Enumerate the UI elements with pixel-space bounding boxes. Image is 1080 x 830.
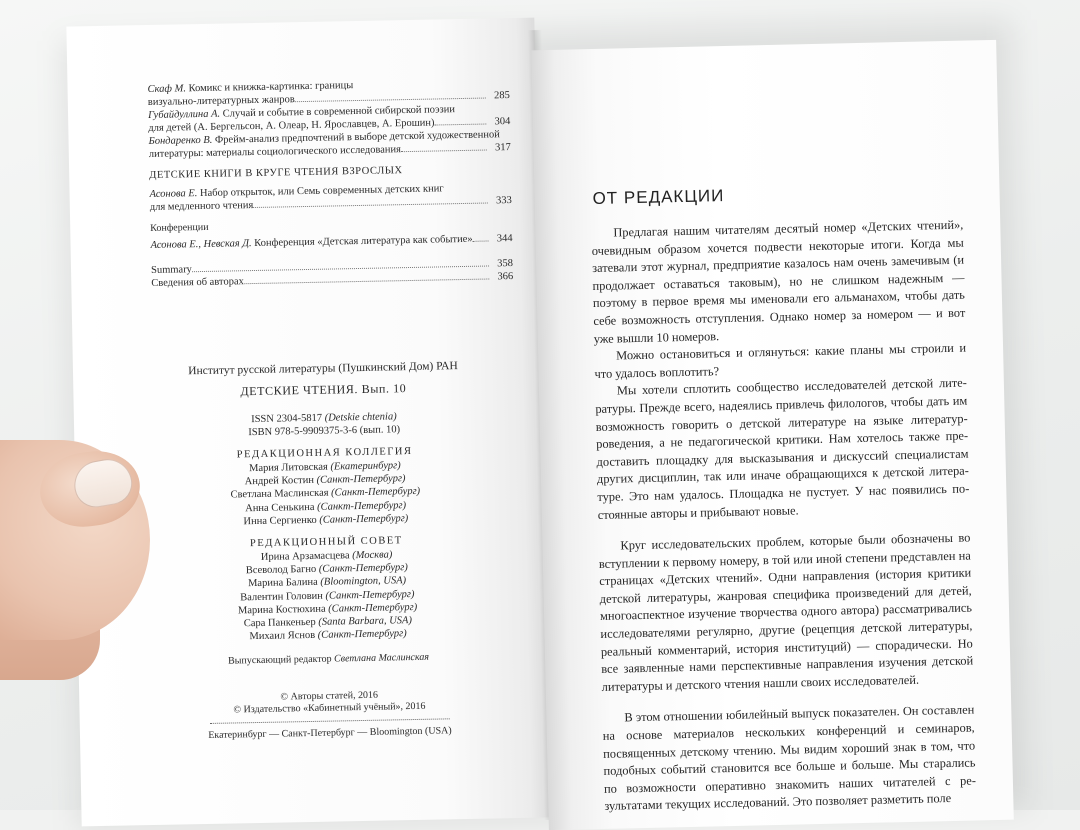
toc-entry xyxy=(148,128,511,161)
isbn: ISBN 978-5-9909375-3-6 (вып. 10) xyxy=(248,424,401,439)
member-name: Марина Костюхина xyxy=(237,603,326,617)
editorial-body xyxy=(591,217,976,816)
toc-leader-dots xyxy=(401,142,487,153)
toc-page-number: 317 xyxy=(494,142,511,154)
member-city: (Santa Barbara, USA) xyxy=(315,615,412,628)
table-of-contents xyxy=(147,76,514,290)
toc-page-number: 285 xyxy=(493,90,510,102)
toc-title: для детей (А. Бергельсон, А. Олеар, Н. Ярославцев, А. Ерошин) xyxy=(148,117,435,135)
toc-title: Комикс и книжка-картинка: границы xyxy=(185,80,354,95)
toc-subsection-heading: Конференции xyxy=(150,221,209,234)
toc-leader-dots xyxy=(473,232,489,241)
paragraph: Мы хотели сплотить сообщество исследователей детской литературы. Прежде всего, надеялись привлечь филологов, чтобы дать им возможность говорить о детской литературе на языке литературроведения, а не педагогической критики. Нам хотелось также предоставить площадку для высказывания и дискуссий специалистам других дисциплин, так или иначе обращающихся к детской литературе. Это нам удалось. Площадка не пустует. У нас появились постоянные авторы и прибывают новые. xyxy=(595,375,970,522)
toc-author: Скаф М. xyxy=(147,83,187,96)
toc-title: Конференция «Детская литература как событие» xyxy=(251,233,473,250)
toc-author: Асонова Е., Невская Д. xyxy=(150,238,252,251)
editor-name: Светлана Маслинская xyxy=(333,652,430,665)
paragraph: Можно остановиться и оглянуться: какие планы мы строили и что удалось воплотить? xyxy=(594,340,967,381)
toc-title: Набор открыток, или Семь современных детских книг xyxy=(197,183,444,200)
toc-title: Сведения об авторах xyxy=(151,276,244,289)
issn-note: (Detskie chtenia) xyxy=(324,411,397,424)
editorial-council-list xyxy=(116,546,538,646)
paragraph: В этом отношении юбилейный выпуск показателен. Он составлен на основе материалов нескольких конференций и семинаров, посвященных детскому чтению. Мы видим хороший знак в том, что подобных событий становится все больше и больше. Мы старались по возможности оперативно знакомить наших читателей с результатами текущих исследований. Это позволяет разметить поле xyxy=(602,702,977,814)
member-name: Сара Панкеньер xyxy=(243,616,316,630)
member-name: Мария Литовская xyxy=(248,461,328,475)
member-name: Всеволод Багно xyxy=(245,564,317,577)
toc-page-number: 333 xyxy=(495,195,512,207)
toc-author: Бондаренко В. xyxy=(148,134,213,148)
toc-page-number: 304 xyxy=(494,116,511,128)
toc-title: визуально-литературных жанров xyxy=(147,94,295,109)
toc-page-number: 358 xyxy=(497,258,514,270)
right-page xyxy=(531,40,1014,830)
member-city: (Санкт-Петербург) xyxy=(314,499,407,513)
copyright-authors: © Авторы статей, 2016 xyxy=(280,690,379,704)
member-name: Анна Сенькина xyxy=(245,501,315,514)
member-city: (Санкт-Петербург) xyxy=(313,473,406,487)
member-city: (Санкт-Петербург) xyxy=(325,601,418,615)
toc-leader-dots xyxy=(434,116,486,126)
toc-page-number: 366 xyxy=(497,271,514,283)
toc-page-number: 344 xyxy=(496,233,513,245)
institute-name: Институт русской литературы (Пушкинский Дом) РАН xyxy=(188,360,458,378)
managing-editor xyxy=(118,648,538,671)
copyright-publisher: © Издательство «Кабинетный учёный», 2016 xyxy=(233,701,426,716)
toc-entry xyxy=(149,181,512,214)
member-city: (Санкт-Петербург) xyxy=(316,562,408,576)
member-city: (Екатеринбург) xyxy=(327,460,401,473)
member-name: Ирина Арзамасцева xyxy=(260,550,350,563)
editorial-heading: ОТ РЕДАКЦИИ xyxy=(592,186,725,209)
member-city: (Санкт-Петербург) xyxy=(328,486,421,500)
toc-title: литературы: материалы социологического исследования xyxy=(148,144,402,161)
editor-label: Выпускающий редактор xyxy=(227,654,332,668)
member-name: Михаил Яснов xyxy=(249,630,316,643)
copyright xyxy=(119,687,539,719)
toc-author: Асонова Е. xyxy=(149,188,198,200)
member-name: Валентин Головин xyxy=(240,590,323,603)
issn-isbn xyxy=(114,408,534,442)
paragraph: Предлагая нашим читателям десятый номер «Детских чтений», очевидным образом хочется подвести некоторые итоги. Когда мы затевали этот журнал, предприятие казалось нам очень замечивым (и продолжает оставаться таковым), но не слишком надежным — поэтому в первое время мы именовали его альманахом, чтобы дать себе возможность отступления. Однако номер за номером — и вот уже вышли 10 номеров. xyxy=(591,217,966,346)
toc-title: Фрейм-анализ предпочтений в выборе детской художественной xyxy=(212,129,500,146)
member-city: (Санкт-Петербург) xyxy=(316,512,409,526)
member-city: (Москва) xyxy=(349,549,393,562)
editorial-board-list xyxy=(115,457,536,531)
publication-places: Екатеринбург — Санкт-Петербург — Bloomington (USA) xyxy=(208,725,452,742)
member-city: (Санкт-Петербург) xyxy=(322,588,415,602)
left-page xyxy=(66,18,549,827)
issn: ISSN 2304-5817 xyxy=(251,412,323,426)
paragraph: Круг исследовательских проблем, которые были обозначены во вступлении к первому номеру, в той или иной степени представлен на страницах «Детских чтений». Одни направления (история критики детской литературы, жанровая специфика произведений для детей, многоаспектное изучение творчества одного автора) рассматривались исследователями регулярно, другие (рецепция детской литературы, реальный комментарий, история институций) — спорадически. Но все заявленные нами перспективные направления изучения детской литературы и детского чтения нашли своих исследователей. xyxy=(598,530,974,694)
member-name: Инна Сергиенко xyxy=(243,514,317,528)
imprint-block xyxy=(113,358,540,745)
toc-title: для медленного чтения xyxy=(149,200,254,213)
editorial-board-heading: РЕДАКЦИОННАЯ КОЛЛЕГИЯ xyxy=(236,446,413,461)
toc-section-heading: ДЕТСКИЕ КНИГИ В КРУГЕ ЧТЕНИЯ ВЗРОСЛЫХ xyxy=(149,165,403,182)
series-title: ДЕТСКИЕ ЧТЕНИЯ. Вып. 10 xyxy=(240,381,407,399)
toc-leader-dots xyxy=(192,258,489,273)
member-city: (Санкт-Петербург) xyxy=(315,628,407,642)
toc-author: Губайдуллина А. xyxy=(147,108,221,122)
member-name: Андрей Костин xyxy=(244,475,315,488)
toc-title: Случай и событие в современной сибирской поэзии xyxy=(220,104,456,120)
toc-title: Summary xyxy=(150,264,193,276)
member-name: Марина Балина xyxy=(247,577,318,590)
member-city: (Bloomington, USA) xyxy=(317,575,407,589)
member-name: Светлана Маслинская xyxy=(230,488,329,501)
editorial-council-heading: РЕДАКЦИОННЫЙ СОВЕТ xyxy=(249,535,403,550)
